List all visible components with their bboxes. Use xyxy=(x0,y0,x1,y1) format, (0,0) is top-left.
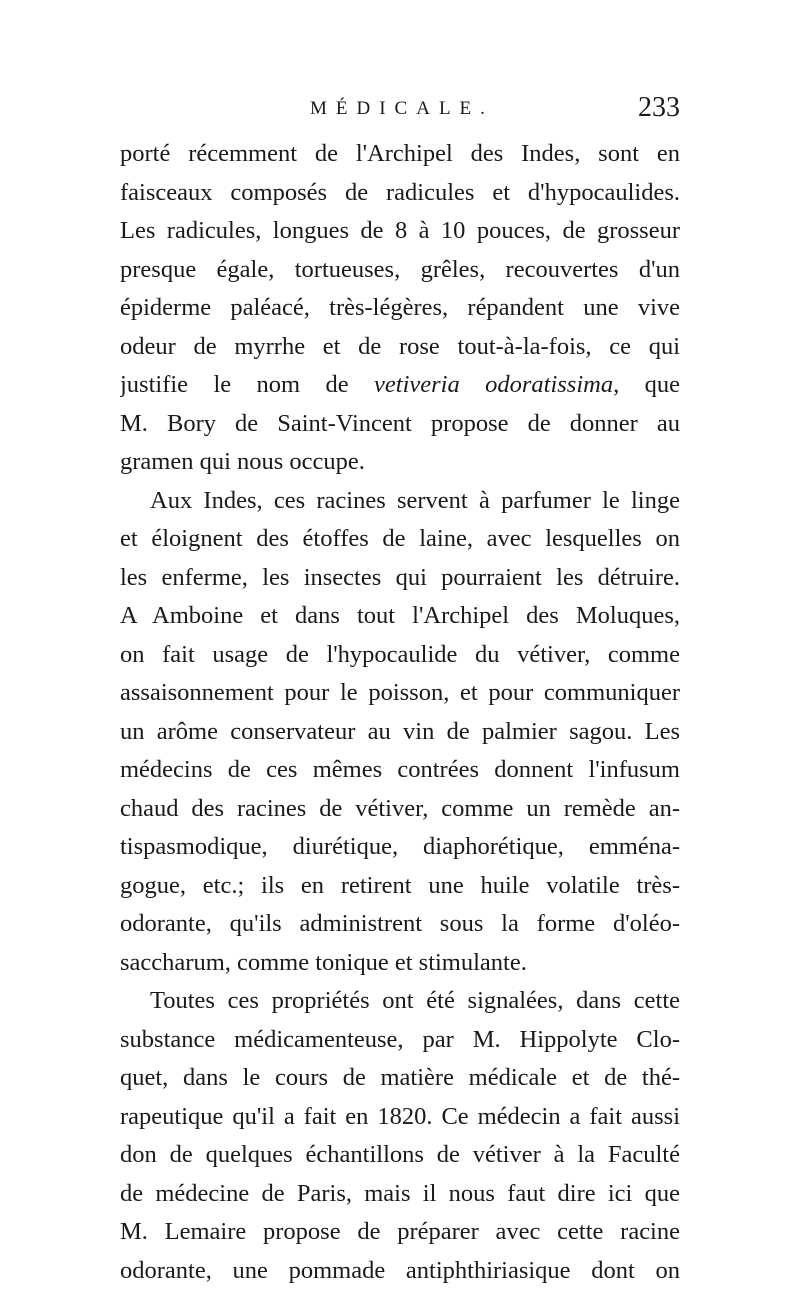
text-line: médecins de ces mêmes contrées donnent l'infusum xyxy=(120,756,680,783)
botanical-name: vetiveria odoratissima xyxy=(374,371,614,398)
text-line: saccharum, comme tonique et stimulante. xyxy=(120,948,527,976)
text-line: Aux Indes, ces racines servent à parfumer le linge xyxy=(150,486,680,514)
text-line: odorante, qu'ils administrent sous la forme d'oléo- xyxy=(120,910,680,937)
text-line: M. Bory de Saint-Vincent propose de donner au xyxy=(120,409,680,437)
text-line: presque égale, tortueuses, grêles, recouvertes d'un xyxy=(120,255,680,283)
text-line: de médecine de Paris, mais il nous faut dire ici que xyxy=(120,1179,680,1207)
text-line: un arôme conservateur au vin de palmier sagou. Les xyxy=(120,717,680,745)
text-line: Les radicules, longues de 8 à 10 pouces, de grosseur xyxy=(120,217,680,244)
running-title: MÉDICALE. xyxy=(310,98,494,119)
text-line: odorante, une pommade antiphthiriasique dont on xyxy=(120,1256,680,1284)
text-line: substance médicamenteuse, par M. Hippolyte Clo- xyxy=(120,1025,680,1053)
text-line: gogue, etc.; ils en retirent une huile volatile très- xyxy=(120,871,680,899)
text-line: M. Lemaire propose de préparer avec cette racine xyxy=(120,1218,680,1245)
text-line: assaisonnement pour le poisson, et pour communiquer xyxy=(120,679,680,706)
text-line: A Amboine et dans tout l'Archipel des Moluques, xyxy=(120,602,680,629)
text-line: justifie le nom de vetiveria odoratissima, que xyxy=(120,371,680,398)
text-line: Toutes ces propriétés ont été signalées, dans cette xyxy=(150,987,680,1014)
text-line: gramen qui nous occupe. xyxy=(120,448,365,475)
text-line: rapeutique qu'il a fait en 1820. Ce médecin a fait aussi xyxy=(120,1102,680,1130)
text-line: don de quelques échantillons de vétiver à la Faculté xyxy=(120,1141,680,1168)
text-line: tispasmodique, diurétique, diaphorétique, emména- xyxy=(120,833,680,860)
text-line: odeur de myrrhe et de rose tout-à-la-fois, ce qui xyxy=(120,332,680,360)
text-line: quet, dans le cours de matière médicale et de thé- xyxy=(120,1064,680,1091)
text-line: porté récemment de l'Archipel des Indes, sont en xyxy=(120,140,680,167)
body-text xyxy=(120,135,680,1290)
text-line: faisceaux composés de radicules et d'hypocaulides. xyxy=(120,178,680,206)
text-line: épiderme paléacé, très-légères, répandent une vive xyxy=(120,294,680,321)
page-number: 233 xyxy=(638,92,680,123)
text-line: et éloignent des étoffes de laine, avec lesquelles on xyxy=(120,525,680,552)
text-line: les enferme, les insectes qui pourraient les détruire. xyxy=(120,563,680,591)
running-head xyxy=(120,92,680,122)
text-line: chaud des racines de vétiver, comme un remède an- xyxy=(120,794,680,822)
text-line: on fait usage de l'hypocaulide du vétiver, comme xyxy=(120,640,680,668)
